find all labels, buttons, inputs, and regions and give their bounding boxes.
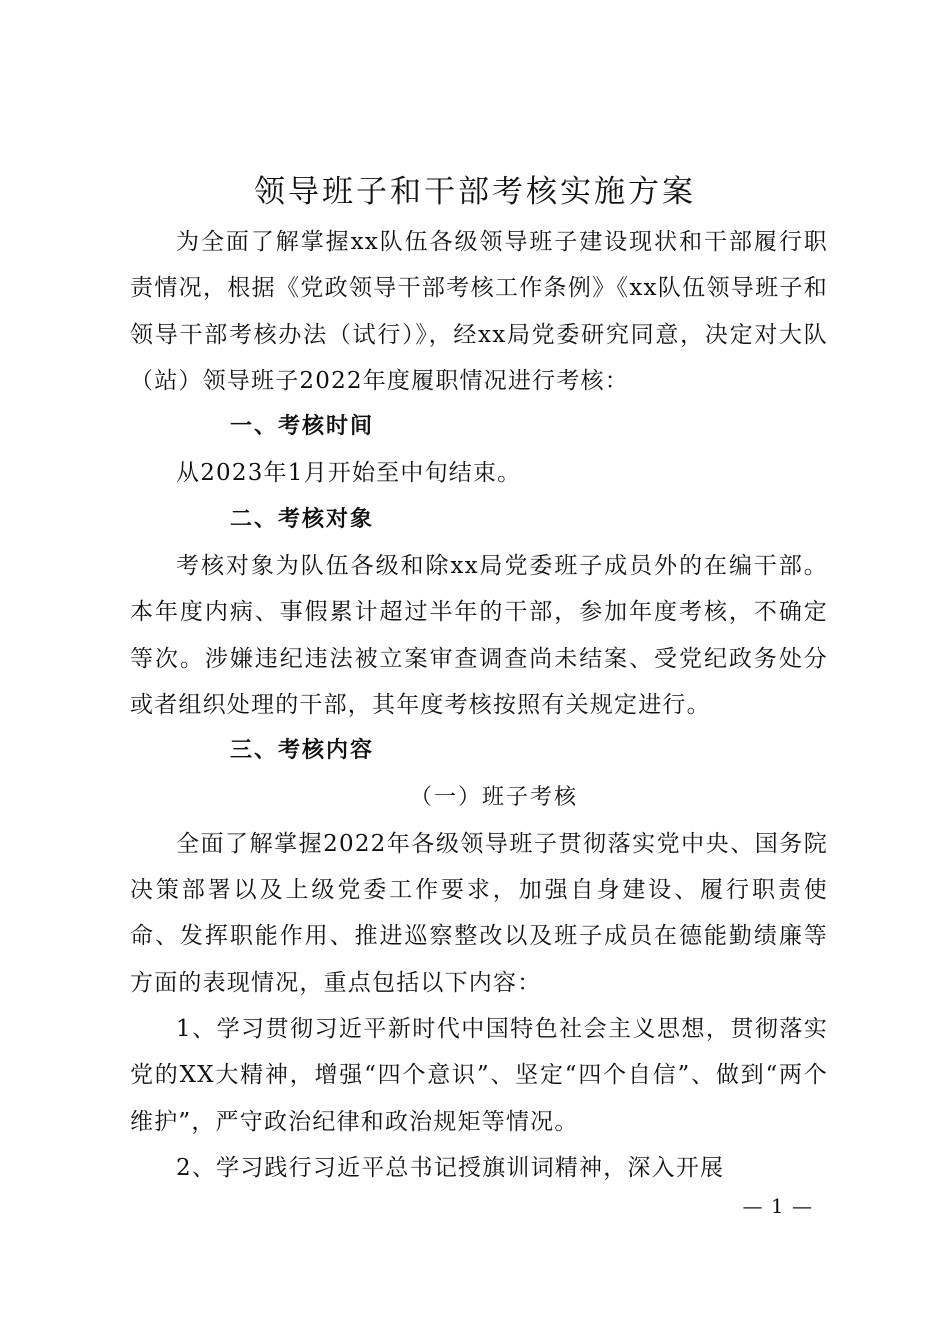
document-title: 领导班子和干部考核实施方案 [254, 174, 696, 210]
intro-paragraph: 为全面了解掌握xx队伍各级领导班子建设现状和干部履行职责情况，根据《党政领导干部考核工作条例》《xx队伍领导班子和领导干部考核办法（试行）》，经xx局党委研究同意，决定对大队（站）领导班子2022年度履职情况进行考核： [130, 229, 828, 394]
section-heading-time: 一、考核时间 [230, 414, 375, 440]
section-text-time: 从2023年1月开始至中旬结束。 [176, 460, 522, 487]
list-item-1: 1、学习贯彻习近平新时代中国特色社会主义思想，贯彻落实党的XX大精神，增强“四个意识”、坚定“四个自信”、做到“两个维护”，严守政治纪律和政治规矩等情况。 [130, 1016, 828, 1135]
document-body [130, 219, 828, 1191]
section-text-target: 考核对象为队伍各级和除xx局党委班子成员外的在编干部。本年度内病、事假累计超过半年的干部，参加年度考核，不确定等次。涉嫌违纪违法被立案审查调查尚未结案、受党纪政务处分或者组织处理的干部，其年度考核按照有关规定进行。 [130, 553, 828, 718]
section-heading-target: 二、考核对象 [230, 506, 375, 532]
list-item-2: 2、学习践行习近平总书记授旗训词精神，深入开展 [176, 1154, 725, 1181]
subsection-heading-team: （一）班子考核 [409, 784, 578, 810]
page-number: — 1 — [742, 1194, 813, 1218]
section-heading-content: 三、考核内容 [230, 738, 375, 764]
section-text-content: 全面了解掌握2022年各级领导班子贯彻落实党中央、国务院决策部署以及上级党委工作要求，加强自身建设、履行职责使命、发挥职能作用、推进巡察整改以及班子成员在德能勤绩廉等方面的表现情况，重点包括以下内容： [130, 830, 828, 996]
